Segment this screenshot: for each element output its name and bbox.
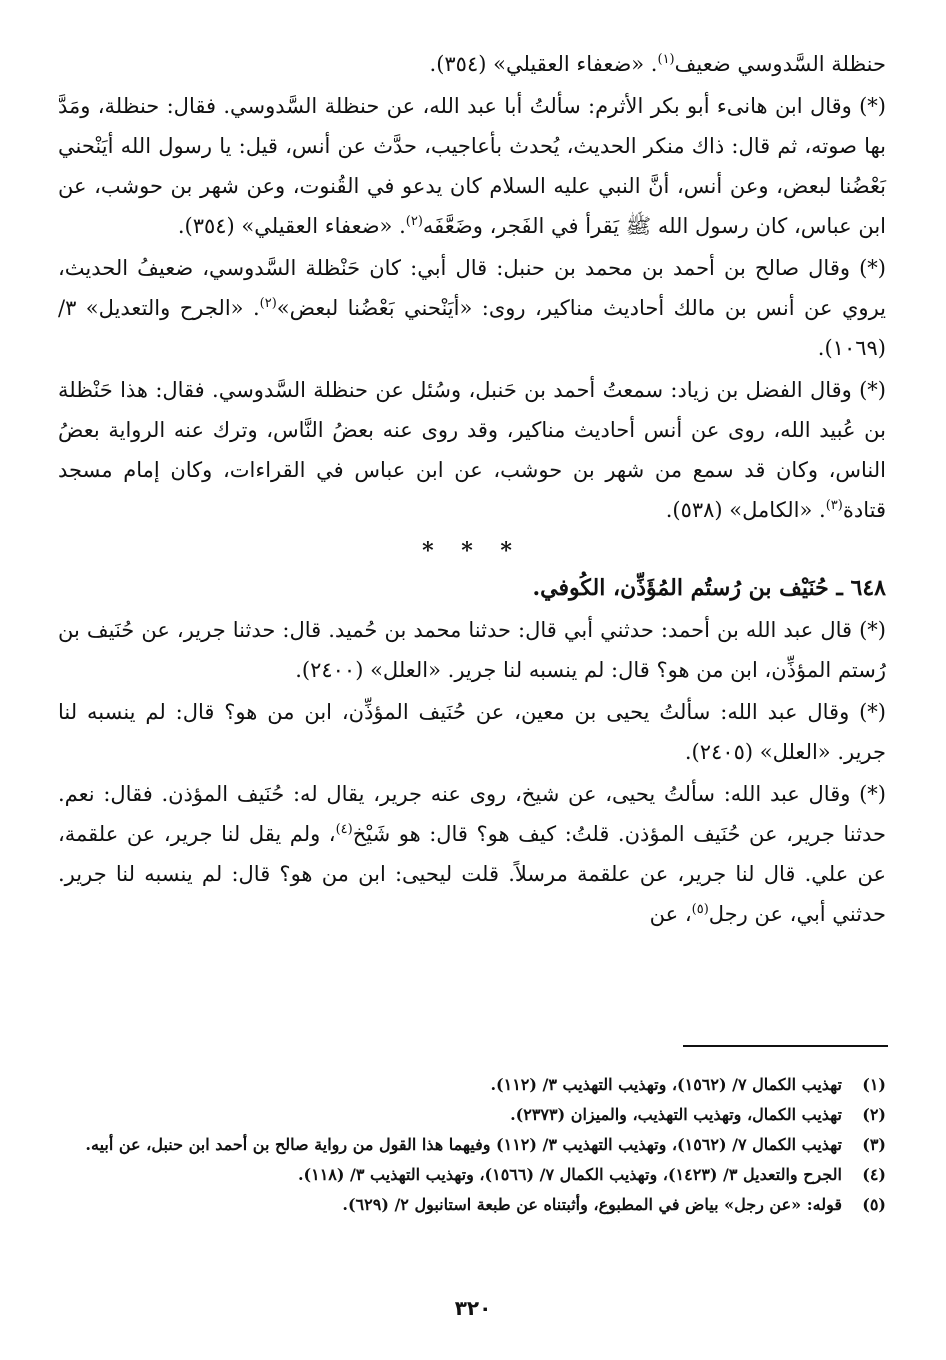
entry-heading: ٦٤٨ ـ حُنَيْف بن رُستُم المُؤَذِّن، الكُوفي. xyxy=(532,575,886,601)
section-separator: * * * xyxy=(422,538,522,564)
paragraph-abdullah-1 xyxy=(58,610,886,690)
page-body xyxy=(58,44,886,936)
source-citation: . «ضعفاء العقيلي» (٣٥٤). xyxy=(177,214,406,238)
footnote-item xyxy=(58,1100,886,1130)
paragraph-text: (*) وقال صالح بن أحمد بن محمد بن حنبل: قال أبي: كان حَنْظلة السَّدوسي، ضعيفُ الحديث، يروي عن أنس بن مالك أحاديث مناكير، روى: «أيَنْحني بَعْضُنا لبعض» xyxy=(58,256,886,320)
footnote-text: تهذيب الكمال ٧/ (١٥٦٢)، وتهذيب التهذيب ٣/ (١١٢). xyxy=(490,1075,842,1094)
footnote-ref: (٢) xyxy=(405,214,423,229)
source-citation: . «الجرح والتعديل» ٣/ (١٠٦٩). xyxy=(58,296,886,360)
footnote-text: تهذيب الكمال ٧/ (١٥٦٢)، وتهذيب التهذيب ٣/ (١١٢) وفيهما هذا القول من رواية صالح بن أحمد ابن حنبل، عن أبيه. xyxy=(85,1135,842,1154)
footnote-number: (٣) xyxy=(862,1135,886,1154)
paragraph-abdullah-2 xyxy=(58,692,886,772)
paragraph-text-cont: ، ولم يقل لنا جرير، عن علقمة، عن علي. قال لنا جرير، عن علقمة مرسلاً. قلت ليحيى: ابن من هو؟ قال: لم ينسبه لنا جرير. حدثني أبي، عن رجل xyxy=(58,822,886,926)
paragraph-text: (*) وقال عبد الله: سألتُ يحيى، عن شيخ، روى عنه جرير، يقال له: حُنَيف المؤذن. فقال: نعم. حدثنا جرير، عن حُنَيف المؤذن. قلتُ: كيف هو؟ قال: هو شَيْخ xyxy=(58,782,886,846)
footnotes xyxy=(58,1070,886,1220)
footnote-ref: (٥) xyxy=(691,902,709,917)
source-citation: . «الكامل» (٥٣٨). xyxy=(665,498,826,522)
footnote-ref: (٢) xyxy=(259,296,277,311)
footnote-number: (٢) xyxy=(862,1105,886,1124)
paragraph-intro xyxy=(58,44,886,84)
paragraph-text-end: ، عن xyxy=(649,902,692,926)
footnote-item xyxy=(58,1070,886,1100)
footnote-text: تهذيب الكمال، وتهذيب التهذيب، والميزان (٢٣٧٣). xyxy=(510,1105,842,1124)
paragraph-text: (*) وقال الفضل بن زياد: سمعتُ أحمد بن حَنبل، وسُئل عن حنظلة السَّدوسي. فقال: هذا حَنْظلة بن عُبيد الله، روى عن أنس أحاديث مناكير، وقد روى عنه بعضُ النَّاس، وترك عنه الرواية بعضُ الناس، وكان قد سمع من شهر بن حوشب، عن ابن عباس في القراءات، وكان إمام مسجد قتادة xyxy=(58,378,886,522)
paragraph-text: (*) قال عبد الله بن أحمد: حدثني أبي قال: حدثنا محمد بن حُميد. قال: حدثنا جرير، عن حُنَيف بن رُستم المؤذِّن، ابن من هو؟ قال: لم ينسبه لنا جرير. «العلل» (٢٤٠٠). xyxy=(58,618,886,682)
footnote-ref: (١) xyxy=(657,52,675,67)
footnote-ref: (٣) xyxy=(825,498,843,513)
footnote-ref: (٤) xyxy=(335,822,353,837)
footnote-item xyxy=(58,1190,886,1220)
paragraph-text: (*) وقال عبد الله: سألتُ يحيى بن معين، عن حُنَيف المؤذِّن، ابن من هو؟ قال: لم ينسبه لنا جرير. «العلل» (٢٤٠٥). xyxy=(58,700,886,764)
paragraph-text: (*) وقال ابن هانىء أبو بكر الأثرم: سألتُ أبا عبد الله، عن حنظلة السَّدوسي. فقال: حنظلة، ومَدَّ بها صوته، ثم قال: ذاك منكر الحديث، يُحدث بأعاجيب، حدَّث عن أنس، قيل: يا رسول الله أيَنْحني بَعْضُنا لبعض، وعن أنس، أنَّ النبي عليه السلام كان يدعو في القُنوت، وعن شهر بن حوشب، عن ابن عباس، كان رسول الله ﷺ يَقرأ في الفَجر، وضَعَّفَه xyxy=(58,94,886,238)
footnote-number: (١) xyxy=(862,1075,886,1094)
intro-text: حنظلة السَّدوسي ضعيف xyxy=(674,52,886,76)
paragraph-salih xyxy=(58,248,886,368)
footnote-text: الجرح والتعديل ٣/ (١٤٢٣)، وتهذيب الكمال ٧/ (١٥٦٦)، وتهذيب التهذيب ٣/ (١١٨). xyxy=(297,1165,842,1184)
footnote-text: قوله: «عن رجل» بياض في المطبوع، وأثبتناه عن طبعة استانبول ٢/ (٦٢٩). xyxy=(342,1195,842,1214)
paragraph-abdullah-3 xyxy=(58,774,886,934)
footnote-divider xyxy=(683,1045,888,1047)
paragraph-athram xyxy=(58,86,886,246)
footnote-item xyxy=(58,1160,886,1190)
source-citation: . «ضعفاء العقيلي» (٣٥٤). xyxy=(429,52,658,76)
footnote-number: (٤) xyxy=(862,1165,886,1184)
footnote-number: (٥) xyxy=(862,1195,886,1214)
page-number: ٣٢٠ xyxy=(454,1296,492,1320)
paragraph-fadl xyxy=(58,370,886,530)
footnote-item xyxy=(58,1130,886,1160)
